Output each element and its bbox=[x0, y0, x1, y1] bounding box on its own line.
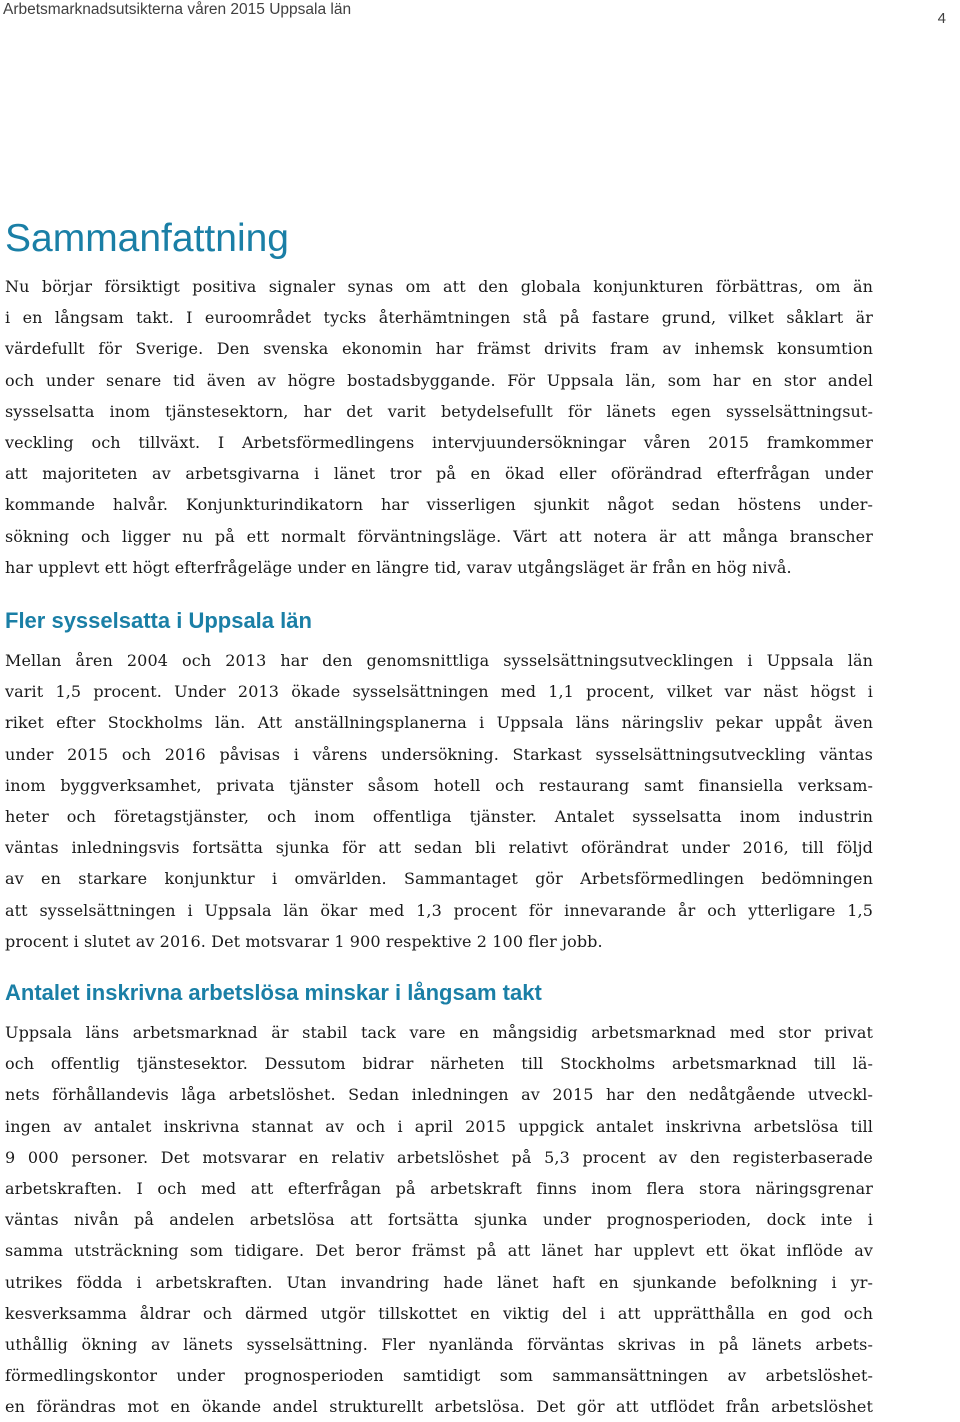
text-line: och offentlig tjänstesektor. Dessutom bidrar närheten till Stockholms arbetsmarknad till lä- bbox=[5, 1054, 873, 1074]
text-line: sysselsatta inom tjänstesektorn, har det varit betydelsefullt för länets egen sysselsättningsut- bbox=[5, 401, 873, 421]
section-heading-unemployment: Antalet inskrivna arbetslösa minskar i långsam takt bbox=[5, 980, 542, 1005]
text-line: har upplevt ett högt efterfrågeläge under en längre tid, varav utgångsläget är från en hög nivå. bbox=[5, 557, 792, 577]
text-line: av en starkare konjunktur i omvärlden. Sammantaget gör Arbetsförmedlingen bedömningen bbox=[5, 869, 873, 889]
text-line: veckling och tillväxt. I Arbetsförmedlingens intervjuundersökningar våren 2015 framkommer bbox=[5, 432, 873, 452]
text-line: under 2015 och 2016 påvisas i vårens undersökning. Starkast sysselsättningsutveckling väntas bbox=[5, 744, 873, 764]
text-line: förmedlingskontor under prognosperioden samtidigt som sammansättningen av arbetslöshet- bbox=[5, 1366, 873, 1386]
text-line: att sysselsättningen i Uppsala län ökar med 1,3 procent för innevarande år och ytterligare 1,5 bbox=[5, 900, 873, 920]
text-line: uthållig ökning av länets sysselsättning. Fler nyanlända förväntas skrivas in på länets arbets- bbox=[5, 1334, 873, 1354]
text-line: inom byggverksamhet, privata tjänster såsom hotell och restaurang samt finansiella verksam- bbox=[5, 775, 873, 795]
text-line: i en långsam takt. I euroområdet tycks återhämtningen stå på fastare grund, vilket såklart är bbox=[5, 308, 873, 328]
text-line: utrikes födda i arbetskraften. Utan invandring hade länet haft en sjunkande befolkning i yr- bbox=[5, 1272, 873, 1292]
text-line: varit 1,5 procent. Under 2013 ökade sysselsättningen med 1,1 procent, vilket var näst högst i bbox=[5, 682, 873, 702]
text-line: riket efter Stockholms län. Att anställningsplanerna i Uppsala läns näringsliv pekar uppåt även bbox=[5, 713, 873, 733]
text-line: kesverksamma åldrar och därmed utgör tillskottet en viktig del i att upprätthålla en god och bbox=[5, 1303, 873, 1323]
running-header: Arbetsmarknadsutsikterna våren 2015 Uppsala län bbox=[3, 1, 352, 18]
text-line: heter och företagstjänster, och inom offentliga tjänster. Antalet sysselsatta inom industrin bbox=[5, 806, 873, 826]
section-heading-employment: Fler sysselsatta i Uppsala län bbox=[5, 608, 312, 633]
text-line: värdefullt för Sverige. Den svenska ekonomin har främst drivits fram av inhemsk konsumtion bbox=[5, 339, 873, 359]
text-line: 9 000 personer. Det motsvarar en relativ arbetslöshet på 5,3 procent av den registerbaserade bbox=[5, 1147, 873, 1167]
text-line: Nu börjar försiktigt positiva signaler synas om att den globala konjunkturen förbättras, om än bbox=[5, 277, 873, 296]
text-line: ingen av antalet inskrivna stannat av och i april 2015 uppgick antalet inskrivna arbetslösa till bbox=[5, 1116, 873, 1136]
text-line: en förändras mot en ökande andel strukturellt arbetslösa. Det gör att utflödet från arbetslöshet bbox=[5, 1397, 873, 1417]
text-line: nets förhållandevis låga arbetslöshet. Sedan inledningen av 2015 har den nedåtgående utveckl- bbox=[5, 1085, 873, 1105]
summary-paragraph bbox=[5, 271, 873, 583]
text-line: väntas inledningsvis fortsätta sjunka för att sedan bli relativt oförändrat under 2016, till följd bbox=[5, 838, 873, 858]
text-line: och under senare tid även av högre bostadsbyggande. För Uppsala län, som har en stor andel bbox=[5, 370, 873, 390]
text-line: arbetskraften. I och med att efterfrågan på arbetskraft finns inom flera stora näringsgrenar bbox=[5, 1178, 873, 1198]
page-title: Sammanfattning bbox=[5, 217, 289, 260]
text-line: kommande halvår. Konjunkturindikatorn har visserligen sjunkit något sedan höstens under- bbox=[5, 495, 873, 515]
employment-paragraph bbox=[5, 645, 873, 957]
text-line: väntas nivån på andelen arbetslösa att fortsätta sjunka under prognosperioden, dock inte i bbox=[5, 1210, 873, 1230]
unemployment-paragraph bbox=[5, 1017, 873, 1422]
text-line: procent i slutet av 2016. Det motsvarar 1 900 respektive 2 100 fler jobb. bbox=[5, 931, 603, 951]
page-number: 4 bbox=[937, 10, 946, 27]
text-line: Mellan åren 2004 och 2013 har den genomsnittliga sysselsättningsutvecklingen i Uppsala län bbox=[5, 651, 873, 670]
text-line: samma utsträckning som tidigare. Det beror främst på att länet har upplevt ett ökat inflöde av bbox=[5, 1241, 873, 1261]
text-line: Uppsala läns arbetsmarknad är stabil tack vare en mångsidig arbetsmarknad med stor privat bbox=[5, 1023, 873, 1042]
text-line: att majoriteten av arbetsgivarna i länet tror på en ökad eller oförändrad efterfrågan under bbox=[5, 464, 873, 484]
text-line: sökning och ligger nu på ett normalt förväntningsläge. Värt att notera är att många branscher bbox=[5, 526, 873, 546]
